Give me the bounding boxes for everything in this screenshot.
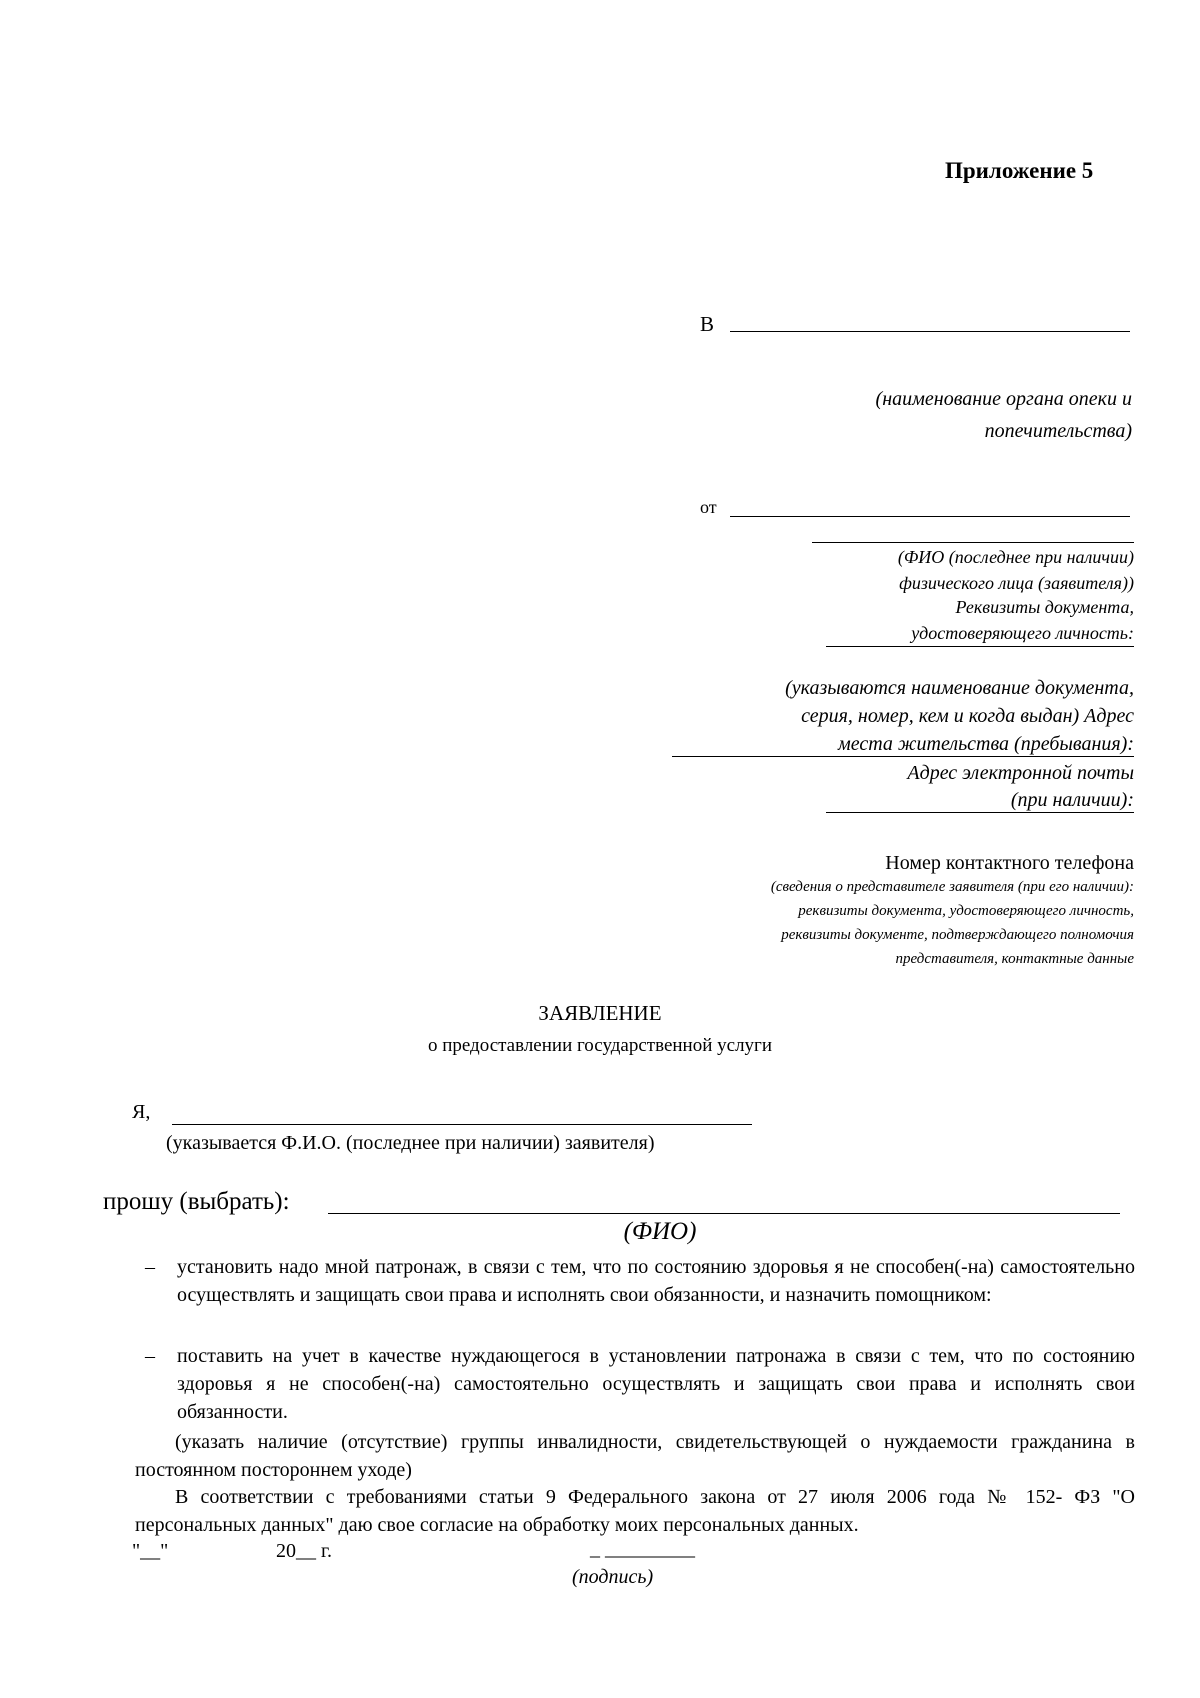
from-underline-2: [812, 542, 1134, 543]
option-dash: –: [145, 1256, 155, 1278]
signature-caption: (подпись): [572, 1566, 654, 1588]
applicant-caption: (указывается Ф.И.О. (последнее при наличии) заявителя): [166, 1132, 655, 1154]
doc-details-line2: серия, номер, кем и когда выдан) Адрес: [801, 705, 1134, 727]
doc-details-line3: места жительства (пребывания):: [837, 733, 1134, 755]
date-day: "__": [132, 1540, 169, 1562]
from-underline: [730, 516, 1130, 517]
representative-line4: представителя, контактные данные: [895, 951, 1134, 967]
doc-caption-line2: удостоверяющего личность:: [911, 623, 1134, 643]
applicant-name-field: [172, 1124, 752, 1125]
consent-paragraph: В соответствии с требованиями статьи 9 Федерального закона от 27 июля 2006 года № 152- ФЗ "О персональных данных" даю свое согласие на обработку моих персональных данных.: [135, 1486, 1135, 1536]
disability-note: (указать наличие (отсутствие) группы инвалидности, свидетельствующей о нуждаемости гражданина в постоянном постороннем уходе): [135, 1431, 1135, 1481]
appendix-title: Приложение 5: [945, 158, 1094, 183]
to-label: В: [700, 312, 715, 336]
request-name-field: [328, 1213, 1120, 1214]
to-caption-line2: попечительства): [984, 420, 1132, 442]
email-underline: [826, 812, 1134, 813]
signature-field: _ _________: [590, 1538, 695, 1560]
email-caption-line1: Адрес электронной почты: [907, 762, 1134, 784]
doc-underline: [826, 646, 1134, 647]
request-caption: (ФИО): [623, 1218, 697, 1245]
phone-label: Номер контактного телефона: [885, 852, 1134, 874]
address-underline: [672, 756, 1134, 757]
applicant-prefix: Я,: [132, 1101, 151, 1123]
representative-line2: реквизиты документа, удостоверяющего личность,: [798, 903, 1134, 919]
to-caption-line1: (наименование органа опеки и: [875, 388, 1132, 410]
fio-caption-line2: физического лица (заявителя)): [899, 573, 1134, 593]
statement-title: ЗАЯВЛЕНИЕ: [538, 1001, 662, 1025]
doc-caption-line1: Реквизиты документа,: [955, 597, 1134, 617]
email-caption-line2: (при наличии):: [1010, 789, 1134, 811]
fio-caption-line1: (ФИО (последнее при наличии): [897, 547, 1134, 567]
request-option-1: [145, 1253, 1135, 1309]
option-dash: –: [145, 1345, 155, 1367]
option-2-text: поставить на учет в качестве нуждающегося в установлении патронажа в связи с тем, что по состоянию здоровья я не способен(-на) самостоятельно осуществлять и защищать свои права и исполнять свои обязанности.: [177, 1345, 1135, 1423]
representative-line3: реквизиты документе, подтверждающего полномочия: [781, 927, 1134, 943]
request-label: прошу (выбрать):: [103, 1188, 290, 1215]
from-label: от: [700, 497, 717, 517]
representative-line1: (сведения о представителе заявителя (при его наличии):: [770, 879, 1134, 895]
statement-subtitle: о предоставлении государственной услуги: [427, 1035, 773, 1056]
doc-details-line1: (указываются наименование документа,: [785, 677, 1134, 699]
to-underline: [730, 331, 1130, 332]
option-1-text: установить надо мной патронаж, в связи с тем, что по состоянию здоровья я не способен(-на) самостоятельно осуществлять и защищать свои права и исполнять свои обязанности, и назначить помощником:: [177, 1256, 1135, 1306]
date-year: 20__ г.: [276, 1540, 332, 1562]
request-option-2: [145, 1342, 1135, 1426]
